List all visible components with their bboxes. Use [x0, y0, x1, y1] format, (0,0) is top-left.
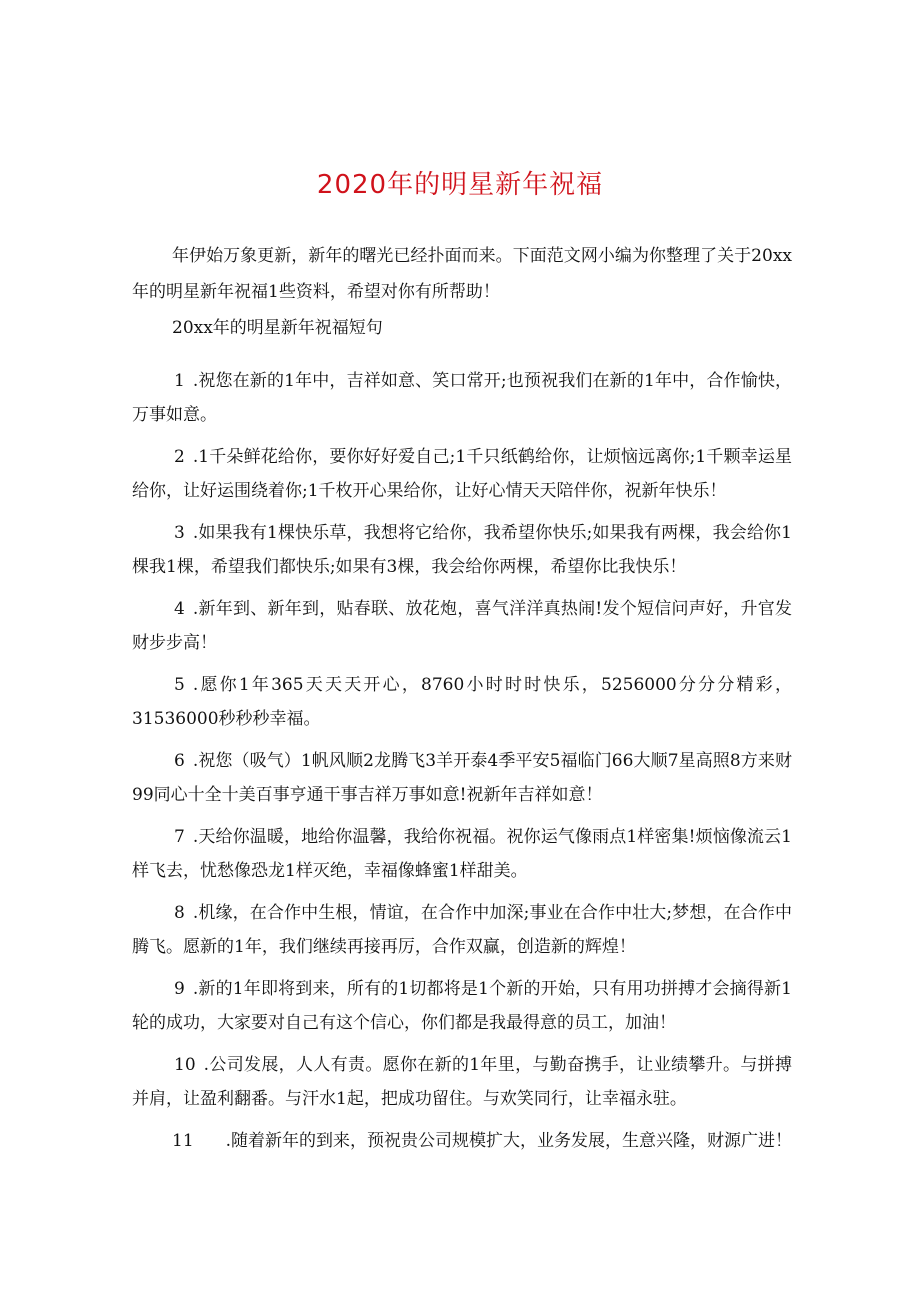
list-item	[132, 972, 792, 1040]
item-number: 9	[174, 979, 185, 999]
list-item	[132, 820, 792, 888]
item-number: 6	[174, 751, 185, 771]
document-title: 2020年的明星新年祝福	[316, 170, 604, 200]
item-number: 11	[172, 1131, 194, 1151]
item-number: 3	[174, 523, 185, 543]
list-item	[132, 668, 792, 736]
item-number: 10	[174, 1055, 196, 1075]
item-text: .愿你1年365天天天开心，8760小时时时快乐，5256000分分分精彩，31536000秒秒秒幸福。	[132, 675, 792, 729]
list-item	[132, 364, 792, 432]
list-item	[132, 744, 792, 812]
item-text: .1千朵鲜花给你，要你好好爱自己;1千只纸鹤给你，让烦恼远离你;1千颗幸运星给你，让好运围绕着你;1千枚开心果给你，让好心情天天陪伴你，祝新年快乐！	[132, 447, 792, 501]
item-number: 4	[174, 599, 185, 619]
item-number: 5	[174, 675, 185, 695]
list-item	[132, 896, 792, 964]
list-item	[132, 1124, 792, 1158]
item-number: 7	[174, 827, 185, 847]
list-item	[132, 516, 792, 584]
section-subtitle: 20xx年的明星新年祝福短句	[172, 318, 383, 338]
item-text: .随着新年的到来，预祝贵公司规模扩大，业务发展，生意兴隆，财源广进！	[225, 1131, 792, 1151]
item-number: 2	[174, 447, 185, 467]
list-item	[132, 1048, 792, 1116]
intro-paragraph: 年伊始万象更新，新年的曙光已经扑面而来。下面范文网小编为你整理了关于20xx年的明星新年祝福1些资料，希望对你有所帮助！	[132, 246, 792, 302]
list-item	[132, 592, 792, 660]
item-number: 8	[174, 903, 185, 923]
item-number: 1	[174, 371, 185, 391]
item-text: .天给你温暖，地给你温馨，我给你祝福。祝你运气像雨点1样密集!烦恼像流云1样飞去，忧愁像恐龙1样灭绝，幸福像蜂蜜1样甜美。	[132, 827, 792, 881]
item-text: .机缘，在合作中生根，情谊，在合作中加深;事业在合作中壮大;梦想，在合作中腾飞。愿新的1年，我们继续再接再厉，合作双赢，创造新的辉煌！	[132, 903, 792, 957]
wish-list	[132, 364, 792, 1166]
item-text: .新年到、新年到，贴春联、放花炮，喜气洋洋真热闹!发个短信问声好，升官发财步步高！	[132, 599, 792, 653]
list-item	[132, 440, 792, 508]
item-text: .公司发展，人人有责。愿你在新的1年里，与勤奋携手，让业绩攀升。与拼搏并肩，让盈利翻番。与汗水1起，把成功留住。与欢笑同行，让幸福永驻。	[132, 1055, 792, 1109]
item-text: .新的1年即将到来，所有的1切都将是1个新的开始，只有用功拼搏才会摘得新1轮的成功，大家要对自己有这个信心，你们都是我最得意的员工，加油！	[132, 979, 792, 1033]
item-text: .祝您（吸气）1帆风顺2龙腾飞3羊开泰4季平安5福临门66大顺7星高照8方来财99同心十全十美百事亨通干事吉祥万事如意!祝新年吉祥如意！	[132, 751, 792, 805]
item-text: .祝您在新的1年中，吉祥如意、笑口常开;也预祝我们在新的1年中，合作愉快，万事如意。	[132, 371, 792, 425]
item-text: .如果我有1棵快乐草，我想将它给你，我希望你快乐;如果我有两棵，我会给你1棵我1棵，希望我们都快乐;如果有3棵，我会给你两棵，希望你比我快乐！	[132, 523, 792, 577]
